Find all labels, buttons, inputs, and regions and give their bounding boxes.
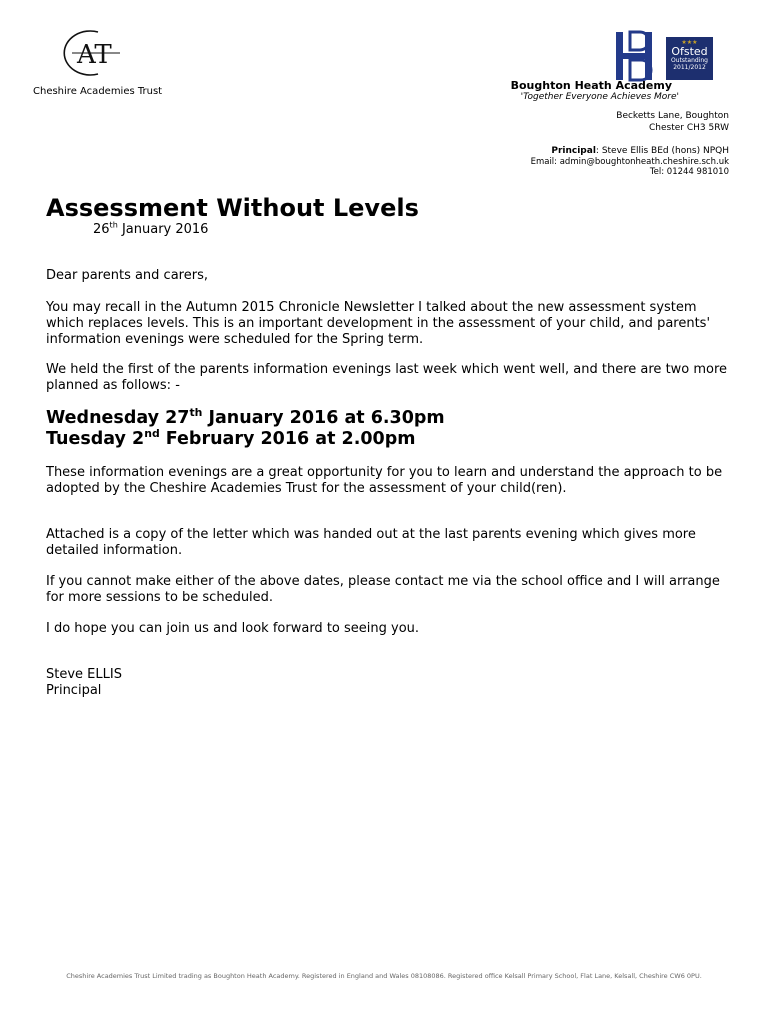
signature-role: Principal: [46, 683, 102, 698]
boughton-heath-logo: [612, 30, 656, 82]
signature-name: Steve ELLIS: [46, 667, 122, 682]
salutation: Dear parents and carers,: [46, 268, 208, 283]
school-logo-text: BH: [612, 30, 614, 31]
school-email: Email: admin@boughtonheath.cheshire.sch.uk: [530, 157, 729, 167]
school-motto: 'Together Everyone Achieves More': [520, 92, 679, 102]
letter-date: [93, 222, 208, 237]
ofsted-rating: Outstanding: [671, 57, 708, 64]
principal-label: Principal: [551, 146, 596, 156]
paragraph-6: I do hope you can join us and look forward to seeing you.: [46, 621, 420, 636]
address-line-2: Chester CH3 5RW: [649, 123, 729, 133]
cheshire-academies-trust-logo: [58, 26, 124, 80]
school-name: Boughton Heath Academy: [510, 79, 672, 92]
event-date-1: [46, 408, 445, 429]
school-telephone: Tel: 01244 981010: [649, 167, 729, 177]
principal-line: [551, 146, 729, 156]
footer-registration: Cheshire Academies Trust Limited trading as Boughton Heath Academy. Registered in England and Wales 08108086. Registered office Kelsall Primary School, Flat Lane, Kelsall, Cheshire CW6 0PU.: [66, 972, 702, 980]
date-suffix: th: [109, 220, 118, 230]
paragraph-3: These information evenings are a great opportunity for you to learn and understand the approach to be adopted by the Cheshire Academies Trust for the assessment of your child(ren).: [46, 465, 723, 496]
event-1-rest: January 2016 at 6.30pm: [202, 408, 445, 428]
principal-value: : Steve Ellis BEd (hons) NPQH: [595, 146, 729, 156]
event-2-text: Tuesday 2: [46, 429, 145, 449]
paragraph-5: If you cannot make either of the above dates, please contact me via the school office and I will arrange for more sessions to be scheduled.: [46, 574, 720, 605]
trust-name: Cheshire Academies Trust: [33, 86, 163, 97]
ofsted-years: 2011/2012: [673, 64, 706, 71]
ofsted-brand: Ofsted: [671, 45, 708, 58]
event-2-rest: February 2016 at 2.00pm: [159, 429, 416, 449]
event-1-suffix: th: [189, 406, 203, 420]
date-day: 26: [93, 222, 110, 237]
event-date-2: [46, 429, 416, 450]
ofsted-badge: [666, 37, 713, 80]
address-line-1: Becketts Lane, Boughton: [616, 111, 729, 121]
paragraph-2: We held the first of the parents information evenings last week which went well, and there are two more planned as follows: -: [46, 362, 728, 393]
paragraph-1: You may recall in the Autumn 2015 Chronicle Newsletter I talked about the new assessment system which replaces levels. This is an important development in the assessment of your child, and parents' information evenings were scheduled for the Spring term.: [46, 300, 711, 347]
paragraph-4: Attached is a copy of the letter which was handed out at the last parents evening which gives more detailed information.: [46, 527, 696, 558]
date-rest: January 2016: [117, 222, 209, 237]
letter-title: Assessment Without Levels: [46, 194, 419, 222]
trust-logo-text: AT: [77, 40, 112, 70]
ofsted-stars-icon: ★★★: [681, 39, 698, 46]
event-2-suffix: nd: [144, 427, 160, 441]
event-1-text: Wednesday 27: [46, 408, 190, 428]
